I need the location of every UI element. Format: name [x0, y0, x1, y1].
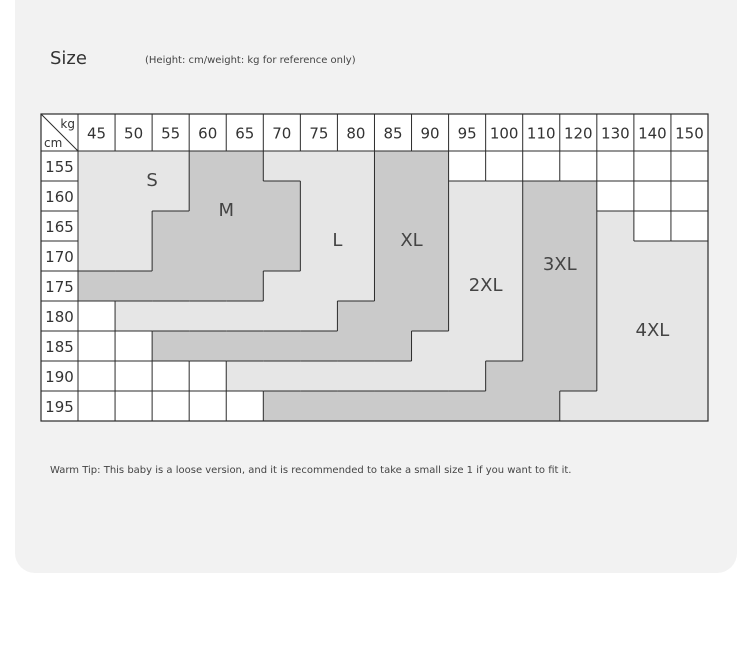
size-cell	[226, 301, 264, 332]
size-cell	[486, 331, 524, 362]
height-header: 180	[45, 308, 74, 326]
size-cell	[115, 361, 153, 392]
size-cell	[189, 151, 227, 182]
size-cell	[189, 301, 227, 332]
weight-header: 85	[383, 124, 403, 143]
size-cell	[78, 331, 116, 362]
height-header: 165	[45, 218, 74, 236]
size-cell	[337, 241, 375, 272]
size-label: M	[218, 200, 235, 221]
size-cell	[412, 361, 450, 392]
height-header: 160	[45, 188, 74, 206]
size-cell	[152, 241, 190, 272]
size-cell	[300, 301, 338, 332]
size-cell	[337, 331, 375, 362]
size-cell	[374, 361, 412, 392]
size-cell	[263, 301, 301, 332]
weight-header: 50	[124, 124, 144, 143]
size-cell	[597, 181, 635, 212]
size-cell	[189, 241, 227, 272]
height-header: 155	[45, 158, 74, 176]
size-cell	[560, 271, 598, 302]
size-cell	[634, 211, 672, 242]
size-cell	[486, 211, 524, 242]
size-cell	[523, 391, 561, 422]
size-cell	[671, 211, 709, 242]
size-cell	[263, 391, 301, 422]
size-cell	[226, 391, 264, 422]
size-cell	[263, 361, 301, 392]
warm-tip: Warm Tip: This baby is a loose version, and it is recommended to take a small size 1 if you want to fit it.	[50, 465, 572, 476]
size-cell	[597, 331, 635, 362]
weight-header: 80	[346, 124, 366, 143]
size-cell	[189, 331, 227, 362]
size-cell	[337, 151, 375, 182]
size-cell	[263, 181, 301, 212]
size-cell	[226, 331, 264, 362]
size-cell	[560, 301, 598, 332]
size-cell	[523, 271, 561, 302]
size-cell	[300, 331, 338, 362]
size-cell	[337, 211, 375, 242]
size-cell	[634, 391, 672, 422]
size-cell	[523, 211, 561, 242]
size-cell	[597, 361, 635, 392]
size-cell	[449, 211, 487, 242]
weight-header: 70	[272, 124, 292, 143]
size-cell	[449, 331, 487, 362]
size-cell	[671, 331, 709, 362]
weight-header: 150	[675, 124, 704, 143]
size-cell	[374, 181, 412, 212]
size-cell	[523, 361, 561, 392]
size-cell	[412, 151, 450, 182]
size-cell	[374, 151, 412, 182]
size-cell	[300, 361, 338, 392]
size-cell	[671, 361, 709, 392]
size-cell	[189, 271, 227, 302]
size-cell	[226, 361, 264, 392]
height-header: 170	[45, 248, 74, 266]
size-cell	[486, 181, 524, 212]
size-cell	[671, 241, 709, 272]
weight-header: 130	[601, 124, 630, 143]
size-cell	[449, 181, 487, 212]
size-cell	[671, 391, 709, 422]
size-cell	[189, 361, 227, 392]
weight-header: 140	[638, 124, 667, 143]
weight-header: 120	[563, 124, 593, 143]
size-label: 4XL	[635, 320, 670, 341]
size-cell	[189, 391, 227, 422]
size-cell	[449, 241, 487, 272]
size-cell	[337, 301, 375, 332]
corner-kg-label: kg	[60, 117, 75, 131]
weight-header: 65	[235, 124, 255, 143]
size-cell	[78, 181, 116, 212]
size-cell	[300, 271, 338, 302]
size-cell	[671, 151, 709, 182]
size-cell	[671, 271, 709, 302]
size-cell	[597, 241, 635, 272]
size-cell	[152, 391, 190, 422]
size-cell	[226, 271, 264, 302]
size-cell	[115, 301, 153, 332]
size-label: 3XL	[542, 254, 577, 275]
size-cell	[634, 181, 672, 212]
page-title: Size	[50, 48, 87, 69]
size-cell	[412, 301, 450, 332]
size-cell	[671, 301, 709, 332]
size-cell	[78, 151, 116, 182]
height-header: 195	[45, 398, 74, 416]
size-cell	[263, 151, 301, 182]
size-cell	[634, 151, 672, 182]
size-cell	[337, 181, 375, 212]
size-cell	[597, 391, 635, 422]
size-cell	[486, 241, 524, 272]
size-label: L	[332, 230, 343, 251]
size-cell	[374, 391, 412, 422]
size-cell	[671, 181, 709, 212]
size-label: 2XL	[468, 275, 503, 296]
size-cell	[300, 181, 338, 212]
size-cell	[560, 361, 598, 392]
size-cell	[597, 151, 635, 182]
size-cell	[634, 271, 672, 302]
size-cell	[597, 301, 635, 332]
weight-header: 90	[420, 124, 440, 143]
corner-cm-label: cm	[44, 136, 63, 150]
size-cell	[486, 361, 524, 392]
weight-header: 45	[86, 124, 107, 143]
size-cell	[337, 361, 375, 392]
size-cell	[412, 331, 450, 362]
page-subtitle: (Height: cm/weight: kg for reference only)	[145, 55, 356, 66]
size-cell	[115, 241, 153, 272]
size-cell	[560, 181, 598, 212]
size-cell	[115, 211, 153, 242]
size-cell	[263, 331, 301, 362]
size-cell	[560, 391, 598, 422]
size-cell	[337, 271, 375, 302]
size-cell	[523, 331, 561, 362]
size-cell	[560, 211, 598, 242]
size-cell	[412, 271, 450, 302]
size-cell	[115, 271, 153, 302]
size-cell	[152, 271, 190, 302]
size-cell	[597, 211, 635, 242]
size-cell	[523, 181, 561, 212]
size-cell	[78, 241, 116, 272]
size-cell	[412, 181, 450, 212]
weight-header: 100	[489, 124, 519, 143]
size-cell	[226, 151, 264, 182]
size-cell	[78, 211, 116, 242]
size-cell	[263, 271, 301, 302]
size-cell	[449, 391, 487, 422]
size-cell	[152, 331, 190, 362]
size-cell	[78, 391, 116, 422]
size-cell	[412, 391, 450, 422]
size-cell	[449, 151, 487, 182]
size-cell	[374, 301, 412, 332]
size-cell	[337, 391, 375, 422]
size-cell	[560, 151, 598, 182]
size-cell	[263, 211, 301, 242]
size-cell	[523, 151, 561, 182]
size-cell	[300, 151, 338, 182]
size-cell	[78, 361, 116, 392]
size-cell	[78, 271, 116, 302]
size-cell	[300, 391, 338, 422]
height-header: 175	[45, 278, 74, 296]
size-cell	[152, 301, 190, 332]
size-label: S	[146, 170, 158, 191]
weight-header: 110	[526, 124, 556, 143]
size-cell	[523, 301, 561, 332]
size-cell	[486, 391, 524, 422]
size-cell	[152, 361, 190, 392]
size-cell	[115, 331, 153, 362]
weight-header: 55	[161, 124, 181, 143]
size-cell	[486, 301, 524, 332]
size-cell	[634, 361, 672, 392]
weight-header: 75	[309, 124, 329, 143]
size-cell	[449, 361, 487, 392]
height-header: 185	[45, 338, 74, 356]
size-cell	[152, 211, 190, 242]
size-cell	[263, 241, 301, 272]
weight-header: 95	[457, 124, 477, 143]
size-cell	[449, 301, 487, 332]
size-cell	[560, 331, 598, 362]
height-header: 190	[45, 368, 74, 386]
size-cell	[486, 151, 524, 182]
weight-header: 60	[198, 124, 218, 143]
size-cell	[374, 331, 412, 362]
size-cell	[374, 271, 412, 302]
size-cell	[226, 241, 264, 272]
size-cell	[115, 391, 153, 422]
size-label: XL	[400, 230, 423, 251]
size-cell	[597, 271, 635, 302]
size-cell	[78, 301, 116, 332]
size-cell	[634, 241, 672, 272]
